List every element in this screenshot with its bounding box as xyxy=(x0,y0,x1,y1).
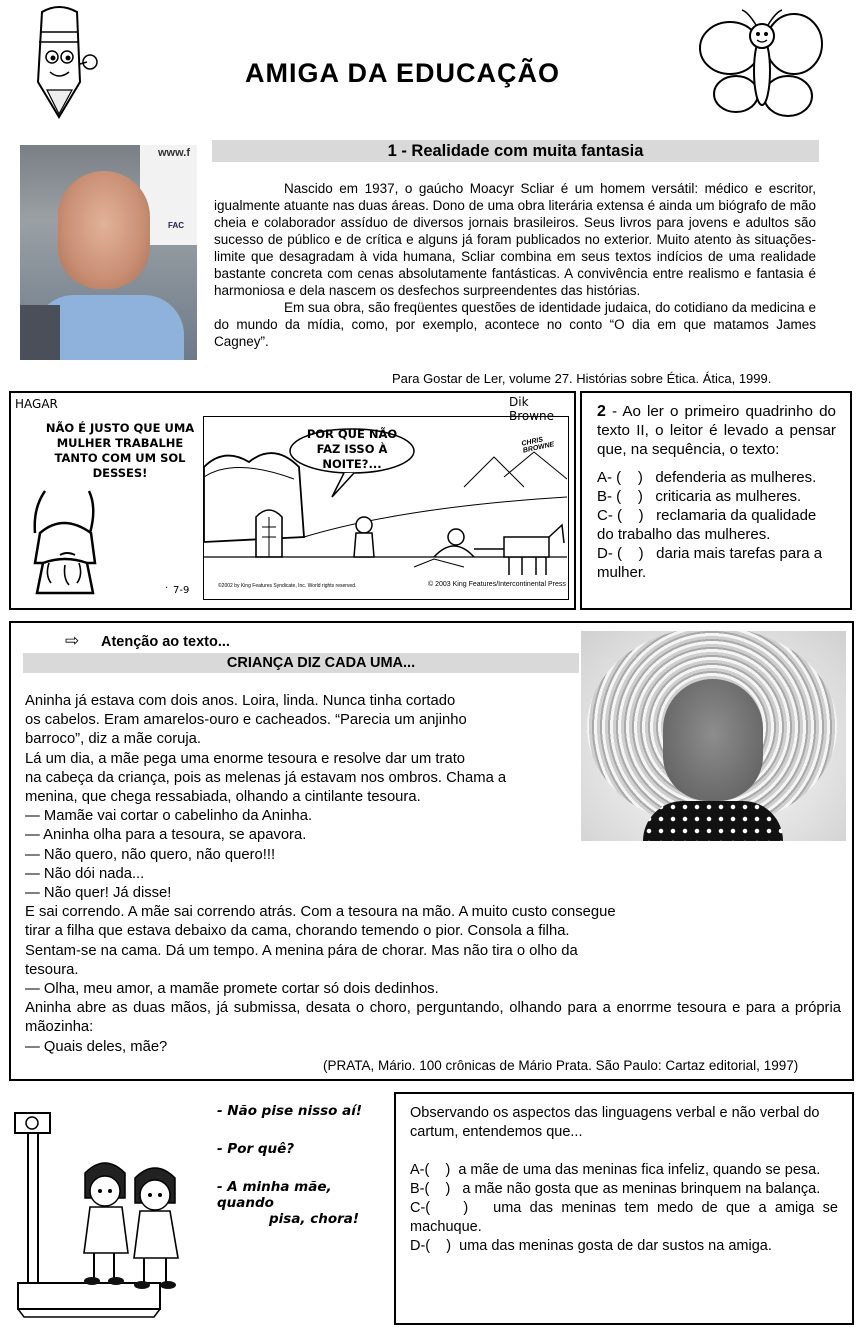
comic-panel-2 xyxy=(203,416,569,600)
section1-text xyxy=(214,180,816,350)
cartoon-line-3a: - A minha mãe, quando xyxy=(217,1179,332,1211)
question-2-number: 2 xyxy=(597,403,606,420)
story-heading: CRIANÇA DIZ CADA UMA... xyxy=(23,653,579,673)
story-line: — Mamãe vai cortar o cabelinho da Aninha. xyxy=(25,808,313,825)
cartoon-illustration xyxy=(10,1103,215,1323)
story-line: tesoura. xyxy=(25,961,79,978)
comic-copyright-2: © 2003 King Features/Intercontinental Press xyxy=(428,581,566,588)
butterfly-mascot xyxy=(696,6,826,121)
photo-caption: www.f xyxy=(158,147,190,159)
author-head xyxy=(58,171,150,289)
comic-title-left: HAGAR xyxy=(15,397,58,411)
cartoon-line-2: - Por quê? xyxy=(217,1141,295,1157)
question-2-option-c[interactable]: C- ( ) reclamaria da qualidade do trabalho das mulheres. xyxy=(597,507,821,543)
author-photo xyxy=(20,145,197,360)
section1-paragraph-1: Nascido em 1937, o gaúcho Moacyr Scliar é um homem versátil: médico e escritor, igualmente atuante nas duas áreas. Dono de uma obra literária extensa é ainda um biógrafo de mão cheia e colaborador assíduo de diversos jornais brasileiros. Seus livros para jovens e adultos são sucesso de público e de crítica e alguns já foram publicados no exterior. Muito atento às situações-limite que desagradam à vida humana, Scliar combina em seus textos indícios de uma realidade bastante concreta com cenas absolutamente fantásticas. A convivência entre realismo e fantasia é harmoniosa e dela nascem os desfechos surpreendentes das histórias. xyxy=(214,181,816,298)
story-line: os cabelos. Eram amarelos-ouro e cacheados. “Parecia um anjinho xyxy=(25,712,467,729)
svg-text:.: . xyxy=(165,580,169,591)
comic-bubble-2: POR QUE NÃO FAZ ISSO À NOITE?... xyxy=(306,427,398,471)
story-line: — Aninha olha para a tesoura, se apavora. xyxy=(25,827,307,844)
attention-label: Atenção ao texto... xyxy=(101,634,230,650)
comic-title-right: Dik Browne xyxy=(509,395,555,423)
story-line: — Não quero, não quero, não quero!!! xyxy=(25,846,276,863)
question-4-option-d[interactable]: D-( ) uma das meninas gosta de dar sustos na amiga. xyxy=(410,1238,772,1254)
section1-source: Para Gostar de Ler, volume 27. Histórias sobre Ética. Ática, 1999. xyxy=(392,371,772,386)
question-2-option-b[interactable]: B- ( ) criticaria as mulheres. xyxy=(597,488,802,505)
story-line: — Olha, meu amor, a mamãe promete cortar só dois dedinhos. xyxy=(25,981,439,998)
story-line: — Não dói nada... xyxy=(25,865,145,882)
comic-bubble-1: NÃO É JUSTO QUE UMA MULHER TRABALHE TANTO COM UM SOL DESSES! xyxy=(45,421,195,480)
cartoon-line-1: - Não pise nisso aí! xyxy=(217,1103,363,1119)
story-line: na cabeça da criança, pois as melenas já estavam nos ombros. Chama a xyxy=(25,769,507,786)
story-last-paragraph: Aninha abre as duas mãos, já submissa, desata o choro, perguntando, olhando para a enorrme tesoura e para a própria mãozinha: xyxy=(25,1000,841,1036)
author-jacket xyxy=(20,305,60,360)
question-4-box xyxy=(394,1092,854,1325)
scale-girls-icon xyxy=(10,1103,215,1323)
story-line: tirar a filha que estava debaixo da cama, chorando temendo o pior. Consola a filha. xyxy=(25,923,570,940)
question-4-prompt: Observando os aspectos das linguagens verbal e não verbal do cartum, entendemos que... xyxy=(410,1105,820,1140)
story-source: (PRATA, Mário. 100 crônicas de Mário Prata. São Paulo: Cartaz editorial, 1997) xyxy=(323,1058,799,1073)
question-2-text: - Ao ler o primeiro quadrinho do texto II, o leitor é levado a pensar que, na sequência, o texto: xyxy=(597,403,836,458)
story-line: barroco”, diz a mãe coruja. xyxy=(25,731,201,748)
question-2-option-a[interactable]: A- ( ) defenderia as mulheres. xyxy=(597,469,817,486)
story-text xyxy=(25,692,841,1057)
photo-label: FAC xyxy=(168,221,184,230)
pencil-mascot xyxy=(12,2,107,122)
story-line: menina, que chega ressabiada, olhando a cintilante tesoura. xyxy=(25,789,421,806)
question-4-option-b[interactable]: B-( ) a mãe não gosta que as meninas brinquem na balança. xyxy=(410,1181,821,1197)
comic-copyright-1: ©2002 by King Features Syndicate, Inc. World rights reserved. xyxy=(218,583,357,589)
pencil-mascot-icon xyxy=(12,2,107,122)
story-box xyxy=(9,621,854,1081)
section1-heading: 1 - Realidade com muita fantasia xyxy=(212,140,819,162)
cartoon-line-3b: pisa, chora! xyxy=(269,1211,360,1227)
comic-panel-1 xyxy=(15,413,199,599)
story-line: — Não quer! Já disse! xyxy=(25,885,172,902)
story-line: Lá um dia, a mãe pega uma enorme tesoura e resolve dar um trato xyxy=(25,750,466,767)
arrow-icon: ⇨ xyxy=(65,631,80,650)
question-2-prompt xyxy=(597,402,836,459)
story-last-line: — Quais deles, mãe? xyxy=(25,1038,168,1055)
story-line: E sai correndo. A mãe sai correndo atrás. Com a tesoura na mão. A muito custo consegue xyxy=(25,904,616,921)
cartoon-dialogue xyxy=(217,1103,392,1227)
story-line: Aninha já estava com dois anos. Loira, linda. Nunca tinha cortado xyxy=(25,693,456,709)
section1-paragraph-2: Em sua obra, são freqüentes questões de identidade judaica, do cotidiano da medicina e do mundo da mídia, como, por exemplo, acontece no conto “O dia em que matamos James Cagney”. xyxy=(214,300,816,349)
question-4-option-c[interactable]: C-( ) uma das meninas tem medo de que a amiga se machuque. xyxy=(410,1200,843,1235)
comic-date: 7-9 xyxy=(173,585,190,596)
question-2-option-d[interactable]: D- ( ) daria mais tarefas para a mulher. xyxy=(597,545,827,581)
comic-box xyxy=(9,391,576,610)
question-4-option-a[interactable]: A-( ) a mãe de uma das meninas fica infeliz, quando se pesa. xyxy=(410,1162,821,1178)
story-line: Sentam-se na cama. Dá um tempo. A menina pára de chorar. Mas não tira o olho da xyxy=(25,942,578,959)
question-4-options xyxy=(410,1161,843,1256)
butterfly-icon xyxy=(696,6,826,121)
page-title: AMIGA DA EDUCAÇÃO xyxy=(245,58,560,88)
question-2-options xyxy=(597,468,836,582)
viking-icon xyxy=(15,413,199,599)
comic-signature: CHRIS BROWNE xyxy=(520,436,556,455)
question-2-box xyxy=(580,391,852,610)
